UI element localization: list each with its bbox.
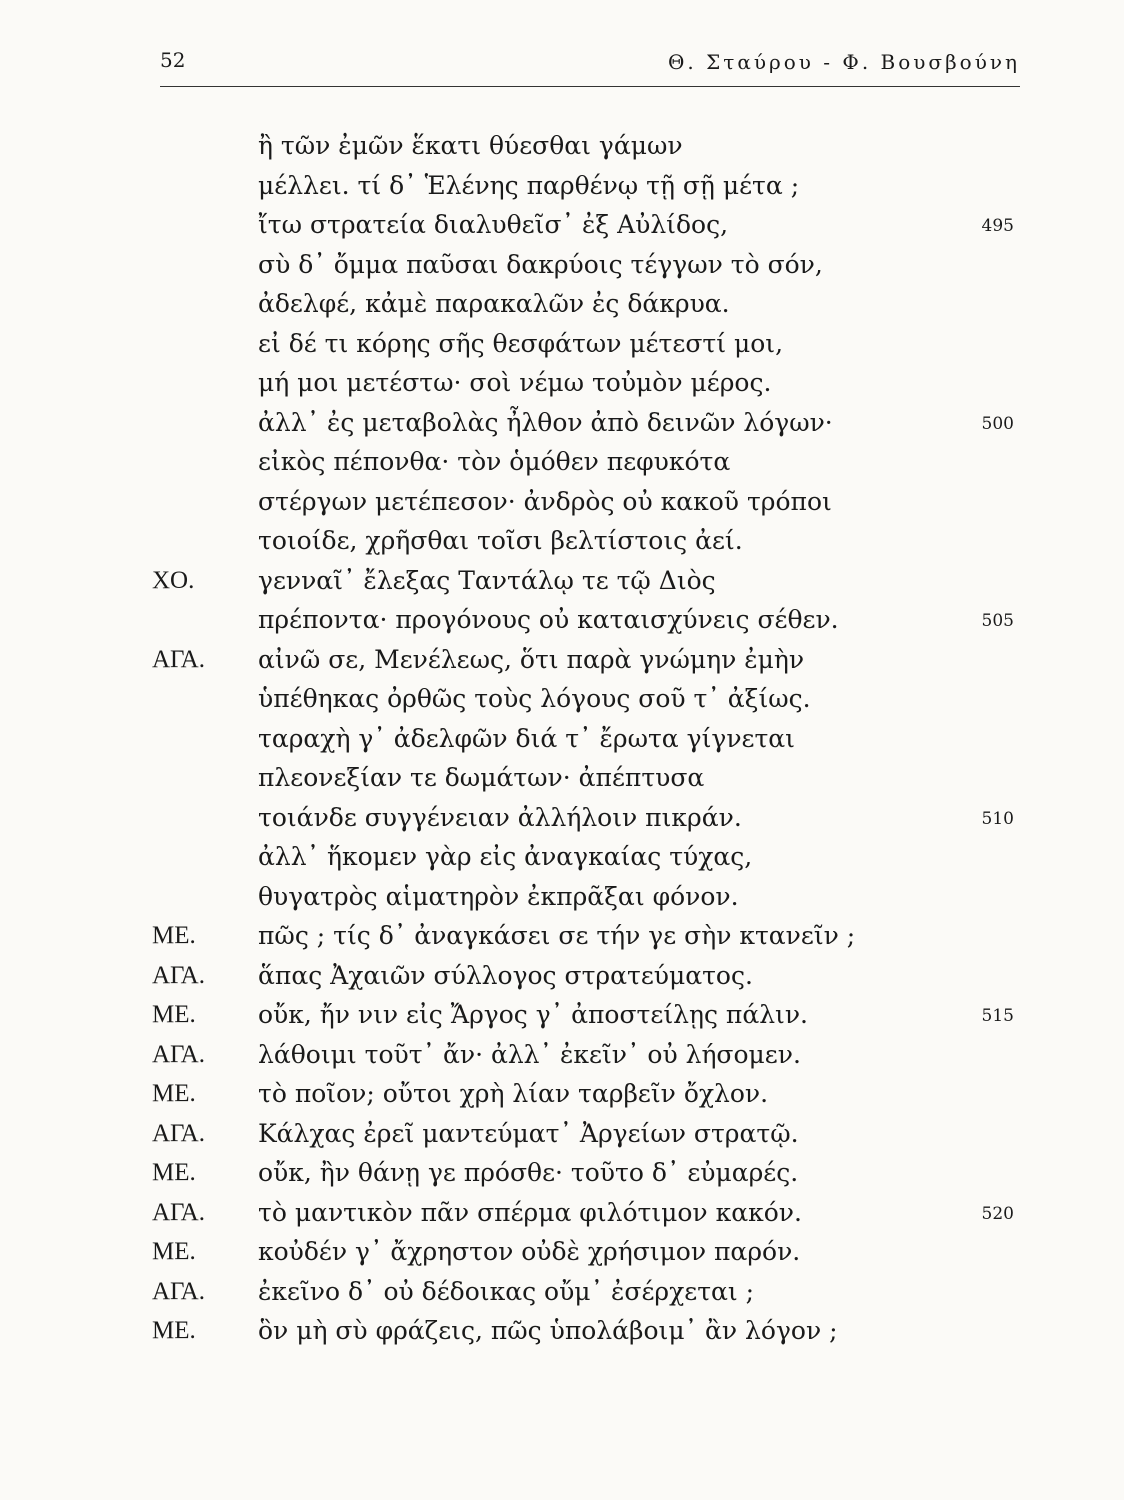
verse-text: Κάλχας ἐρεῖ μαντεύματ᾽ Ἀργείων στρατῷ. <box>258 1118 799 1148</box>
speaker-label: ΜΕ. <box>152 1317 196 1344</box>
verse-text: τοιάνδε συγγένειαν ἀλλήλοιν πικράν. <box>258 802 742 832</box>
verse-text: εἰκὸς πέπονθα· τὸν ὁμόθεν πεφυκότα <box>258 447 731 476</box>
verse-text: θυγατρὸς αἱματηρὸν ἐκπρᾶξαι φόνον. <box>258 881 739 911</box>
verse-text: ἴτω στρατεία διαλυθεῖσ᾽ ἐξ Αὐλίδος, <box>258 210 729 239</box>
verse-text: ἀλλ᾽ ἐς μεταβολὰς ἦλθον ἀπὸ δεινῶν λόγων· <box>258 407 833 437</box>
verse-line <box>0 1311 1124 1351</box>
verse-line <box>0 640 1124 680</box>
verse-text: ἢ τῶν ἐμῶν ἕκατι θύεσθαι γάμων <box>258 131 683 160</box>
speaker-label: ΜΕ. <box>152 1080 196 1107</box>
verse-line <box>0 758 1124 798</box>
verse-text: γενναῖ᾽ ἔλεξας Ταντάλῳ τε τῷ Διὸς <box>258 565 716 595</box>
speaker-label: ΑΓΑ. <box>152 1040 205 1068</box>
verse-text: ταραχὴ γ᾽ ἀδελφῶν διά τ᾽ ἔρωτα γίγνεται <box>258 723 795 753</box>
verse-line <box>0 363 1124 403</box>
verse-text: οὔκ, ἢν θάνῃ γε πρόσθε· τοῦτο δ᾽ εὐμαρές. <box>258 1158 799 1187</box>
verse-line <box>0 245 1124 285</box>
verse-text: ὃν μὴ σὺ φράζεις, πῶς ὑπολάβοιμ᾽ ἂν λόγον ; <box>258 1316 838 1345</box>
verse-text: ὑπέθηκας ὀρθῶς τοὺς λόγους σοῦ τ᾽ ἀξίως. <box>258 684 811 713</box>
verse-line <box>0 956 1124 996</box>
verse-block <box>0 126 1124 1351</box>
page-number: 52 <box>160 48 186 72</box>
verse-text: πῶς ; τίς δ᾽ ἀναγκάσει σε τήν γε σὴν κτανεῖν ; <box>258 921 856 950</box>
verse-line <box>0 1232 1124 1272</box>
verse-line <box>0 877 1124 917</box>
speaker-label: ΜΕ. <box>152 1001 196 1028</box>
running-head: Θ. Σταύρου - Φ. Βουσβούνη <box>668 50 1020 74</box>
speaker-label: ΜΕ. <box>152 1159 196 1186</box>
verse-text: πρέποντα· προγόνους οὐ καταισχύνεις σέθεν. <box>258 605 839 634</box>
verse-text: αἰνῶ σε, Μενέλεως, ὅτι παρὰ γνώμην ἐμὴν <box>258 644 805 674</box>
verse-text: μέλλει. τί δ᾽ Ἑλένης παρθένῳ τῇ σῇ μέτα ; <box>258 170 800 200</box>
verse-line <box>0 916 1124 956</box>
verse-line <box>0 719 1124 759</box>
speaker-label: ΑΓΑ. <box>152 645 205 673</box>
verse-line <box>0 1114 1124 1154</box>
verse-text: εἰ δέ τι κόρης σῆς θεσφάτων μέτεστί μοι, <box>258 328 784 358</box>
speaker-label: ΧΟ. <box>152 566 195 594</box>
verse-line <box>0 1272 1124 1312</box>
verse-line <box>0 442 1124 482</box>
verse-line <box>0 837 1124 877</box>
verse-text: σὺ δ᾽ ὄμμα παῦσαι δακρύοις τέγγων τὸ σόν, <box>258 249 823 279</box>
verse-text: μή μοι μετέστω· σοὶ νέμω τοὐμὸν μέρος. <box>258 368 772 397</box>
verse-line <box>0 166 1124 206</box>
verse-line <box>0 521 1124 561</box>
page-header <box>160 48 1020 88</box>
speaker-label: ΑΓΑ. <box>152 1277 205 1305</box>
verse-text: τοιοίδε, χρῆσθαι τοῖσι βελτίστοις ἀεί. <box>258 526 743 555</box>
verse-text: ἀδελφέ, κἀμὲ παρακαλῶν ἐς δάκρυα. <box>258 289 730 318</box>
verse-line <box>0 798 1124 838</box>
verse-line <box>0 561 1124 601</box>
verse-line <box>0 205 1124 245</box>
verse-line <box>0 995 1124 1035</box>
verse-text: στέργων μετέπεσον· ἀνδρὸς οὐ κακοῦ τρόποι <box>258 486 832 516</box>
speaker-label: ΑΓΑ. <box>152 961 205 989</box>
verse-line <box>0 1193 1124 1233</box>
verse-line <box>0 482 1124 522</box>
verse-line <box>0 1035 1124 1075</box>
speaker-label: ΜΕ. <box>152 1238 196 1265</box>
verse-text: ἐκεῖνο δ᾽ οὐ δέδοικας οὔμ᾽ ἐσέρχεται ; <box>258 1276 755 1306</box>
verse-line <box>0 324 1124 364</box>
verse-text: τὸ ποῖον; οὔτοι χρὴ λίαν ταρβεῖν ὄχλον. <box>258 1079 769 1108</box>
verse-text: ἀλλ᾽ ἥκομεν γὰρ εἰς ἀναγκαίας τύχας, <box>258 842 753 871</box>
verse-text: ἅπας Ἀχαιῶν σύλλογος στρατεύματος. <box>258 960 753 990</box>
line-number: 510 <box>981 808 1014 829</box>
verse-text: πλεονεξίαν τε δωμάτων· ἀπέπτυσα <box>258 763 705 792</box>
header-rule <box>160 86 1020 87</box>
verse-text: οὔκ, ἤν νιν εἰς Ἄργος γ᾽ ἀποστείλῃς πάλιν. <box>258 1000 808 1029</box>
speaker-label: ΑΓΑ. <box>152 1119 205 1147</box>
line-number: 520 <box>981 1203 1014 1224</box>
verse-line <box>0 403 1124 443</box>
verse-line <box>0 679 1124 719</box>
line-number: 515 <box>981 1006 1014 1026</box>
verse-line <box>0 126 1124 166</box>
line-number: 505 <box>981 611 1014 631</box>
speaker-label: ΜΕ. <box>152 922 196 949</box>
speaker-label: ΑΓΑ. <box>152 1198 205 1226</box>
verse-text: λάθοιμι τοῦτ᾽ ἄν· ἀλλ᾽ ἐκεῖν᾽ οὐ λήσομεν. <box>258 1039 801 1069</box>
verse-line <box>0 600 1124 640</box>
verse-text: κοὐδέν γ᾽ ἄχρηστον οὐδὲ χρήσιμον παρόν. <box>258 1237 801 1266</box>
verse-line <box>0 1153 1124 1193</box>
verse-text: τὸ μαντικὸν πᾶν σπέρμα φιλότιμον κακόν. <box>258 1197 802 1227</box>
line-number: 495 <box>981 216 1014 236</box>
verse-line <box>0 1074 1124 1114</box>
verse-line <box>0 284 1124 324</box>
line-number: 500 <box>981 413 1014 434</box>
